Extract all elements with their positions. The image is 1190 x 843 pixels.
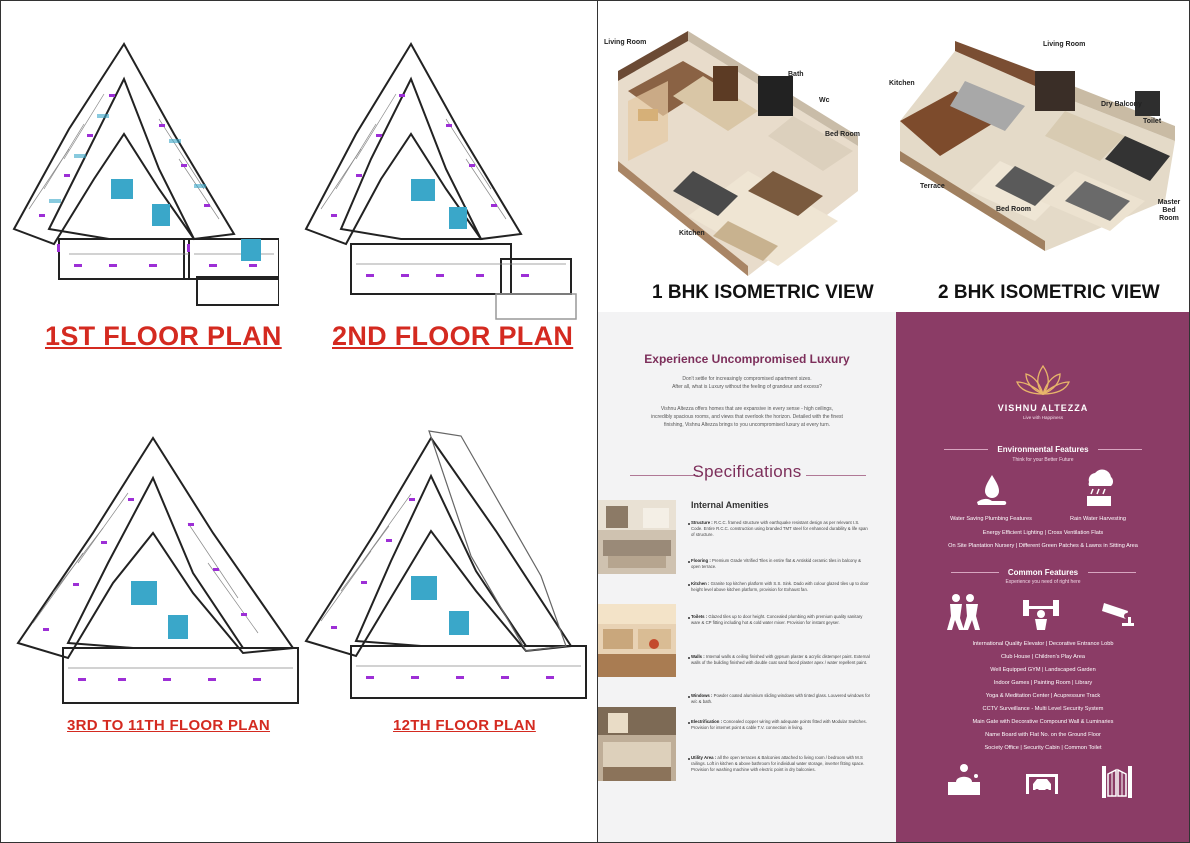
- env-line-2: On Site Plantation Nursery | Different Green Patches & Lawns in Sitting Area: [948, 543, 1138, 549]
- spec-walls: Walls : Internal walls & ceiling finished with gypsum plaster & acrylic distemper paint. External walls of the building finished with double coat sand faced plaster apex / water repellent paint.: [691, 654, 870, 666]
- water-saving-icon: [974, 472, 1010, 513]
- spec-bullet: [688, 523, 690, 525]
- floor-plan-2nd: [301, 39, 581, 324]
- spec-kitchen: Kitchen : Granite top kitchen platform with S.S. Sink. Dado with colour glazed tiles up to door height level above kitchen platform, provision for Exhaust fan.: [691, 581, 869, 593]
- brochure-specifications-page: [598, 312, 896, 843]
- spec-utility-area: Utility Area : all the open terraces & Balconies attached to living room / bedroom with M.S railings. Loft in kitchen & above bathroom for individual water storage, inverter fitting space. Provision for washing machine with electric point in dry balconies.: [691, 755, 865, 773]
- spec-bullet: [688, 584, 690, 586]
- luxury-line-2: After all, what is Luxury without the feeling of grandeur and excess?: [672, 384, 822, 390]
- spec-bullet: [688, 758, 690, 760]
- spec-electrification: Electrification : Concealed copper wiring with adequate points fitted with Modular Switches. Provision for internet point & cable T.V. connection in living.: [691, 719, 867, 731]
- common-rule-right: [1088, 572, 1136, 573]
- floor-plan-3rd-to-11th: [13, 433, 303, 713]
- floor-plan-12th: [301, 426, 591, 711]
- floor-plan-12th-drawing: [301, 426, 591, 711]
- floor-plan-3rd-to-11th-drawing: [13, 433, 303, 713]
- label-toilet-2bhk: Toilet: [1143, 118, 1162, 125]
- floor-plan-2nd-drawing: [301, 39, 581, 324]
- one-bhk-isometric: [608, 21, 878, 276]
- isometric-views-panel: [598, 0, 1190, 312]
- two-bhk-title: 2 BHK ISOMETRIC VIEW: [938, 282, 1160, 303]
- floor-plan-12th-caption: 12TH FLOOR PLAN: [393, 717, 536, 734]
- label-terrace-2bhk: Terrace: [920, 183, 945, 190]
- living-room-photo: [598, 500, 676, 574]
- main-gate-icon: [1102, 760, 1132, 803]
- floor-plan-1st: [9, 39, 279, 309]
- label-kitchen-2bhk: Kitchen: [889, 80, 915, 87]
- spec-bullet: [688, 722, 690, 724]
- common-line-5: Yoga & Meditation Center | Acupressure Track: [985, 693, 1101, 699]
- luxury-line-3: Vishnu Altezza offers homes that are expansive in every sense - high ceilings,: [660, 406, 834, 412]
- luxury-line-1: Don't settle for increasingly compromised apartment sizes.: [682, 376, 812, 382]
- common-line-7: Main Gate with Decorative Compound Wall & Luminaries: [972, 719, 1114, 725]
- brand-tagline: Live with Happiness: [1022, 415, 1064, 420]
- label-living-room-2bhk: Living Room: [1043, 41, 1086, 48]
- specifications-title: Specifications: [692, 462, 802, 481]
- common-line-4: Indoor Games | Painting Room | Library: [993, 680, 1093, 686]
- common-line-1: International Quality Elevator | Decorative Entrance Lobb: [972, 641, 1114, 647]
- two-bhk-isometric: [895, 41, 1180, 251]
- brand-name: VISHNU ALTEZZA: [997, 403, 1089, 413]
- water-saving-label: Water Saving Plumbing Features: [950, 516, 1032, 522]
- floor-plan-1st-drawing: [9, 39, 279, 309]
- spec-bullet: [688, 561, 690, 563]
- label-bedroom-2bhk: Bed Room: [996, 206, 1031, 213]
- spec-windows: Windows : Powder coated aluminium sliding windows with tinted glass. Louvered windows for w/c & bath.: [691, 693, 871, 705]
- label-bath-1bhk: Bath: [788, 71, 804, 78]
- spec-bullet: [688, 617, 690, 619]
- brochure-features-page: [896, 312, 1190, 843]
- spec-bullet: [688, 657, 690, 659]
- reception-icon: [946, 762, 982, 801]
- one-bhk-render: [608, 21, 878, 276]
- common-line-6: CCTV Surveillance - Multi Level Security System: [982, 706, 1104, 712]
- common-line-8: Name Board with Flat No. on the Ground Floor: [985, 732, 1101, 738]
- bedroom-photo: [598, 707, 676, 781]
- one-bhk-title: 1 BHK ISOMETRIC VIEW: [652, 282, 874, 303]
- common-line-9: Society Office | Security Cabin | Common Toilet: [984, 745, 1102, 751]
- label-living-room-1bhk: Living Room: [604, 39, 647, 46]
- luxury-line-5: finishing, Vishnu Altezza brings to you uncompromised luxury at every turn.: [663, 422, 831, 428]
- label-dry-balcony-2bhk: Dry Balcony: [1101, 101, 1142, 108]
- common-features-title: Common Features: [1007, 568, 1079, 577]
- common-features-subtitle: Experience you need of right here: [1005, 579, 1081, 585]
- env-rule-right: [1098, 449, 1142, 450]
- rain-water-harvesting-icon: [1081, 468, 1117, 513]
- common-line-2: Club House | Children's Play Area: [1001, 654, 1085, 660]
- kitchen-photo: [598, 604, 676, 677]
- internal-amenities-title: Internal Amenities: [691, 500, 769, 510]
- spec-structure: Structure : R.C.C. framed structure with earthquake resistant design as per relevant I.S. Code. Entire R.C.C. construction using branded TMT steel for enhanced durability & life span of structure.: [691, 520, 868, 538]
- spec-bullet: [688, 696, 690, 698]
- environmental-subtitle: Think for your Better Future: [1012, 457, 1074, 463]
- floor-plan-2nd-caption: 2ND FLOOR PLAN: [332, 321, 574, 351]
- label-wc-1bhk: Wc: [819, 97, 830, 104]
- lotus-logo-icon: [1014, 362, 1072, 403]
- play-area-icon: [944, 592, 982, 637]
- rain-water-label: Rain Water Harvesting: [1069, 516, 1127, 522]
- cctv-icon: [1100, 597, 1136, 632]
- common-line-3: Well Equipped GYM | Landscaped Garden: [990, 667, 1096, 673]
- two-bhk-render: [895, 41, 1180, 251]
- label-kitchen-1bhk: Kitchen: [679, 230, 705, 237]
- luxury-line-4: incredibly spacious rooms, and views that overlook the horizon. Detailed with the finest: [651, 414, 843, 420]
- gym-icon: [1022, 594, 1060, 635]
- environmental-title: Environmental Features: [997, 445, 1089, 454]
- spec-rule-right: [806, 475, 866, 476]
- spec-flooring: Flooring : Premium Grade Vitrified Tiles in entire flat & Antiskid ceramic tiles in balcony & open terrace.: [691, 558, 861, 570]
- spec-toilets: Toilets : Glazed tiles up to door height. Concealed plumbing with premium quality sanitary ware & CP fitting including hot & cold water mixer. Provision for instant geyser.: [691, 614, 863, 626]
- parking-icon: [1024, 766, 1060, 799]
- env-line-1: Energy Efficient Lighting | Cross Ventilation Flats: [982, 530, 1104, 536]
- label-bedroom-1bhk: Bed Room: [825, 131, 860, 138]
- label-master-bedroom-2bhk: Master Bed Room: [1157, 199, 1181, 222]
- floor-plan-3rd-to-11th-caption: 3RD TO 11TH FLOOR PLAN: [67, 717, 271, 734]
- luxury-title: Experience Uncompromised Luxury: [644, 352, 850, 366]
- floor-plan-1st-caption: 1ST FLOOR PLAN: [45, 321, 282, 351]
